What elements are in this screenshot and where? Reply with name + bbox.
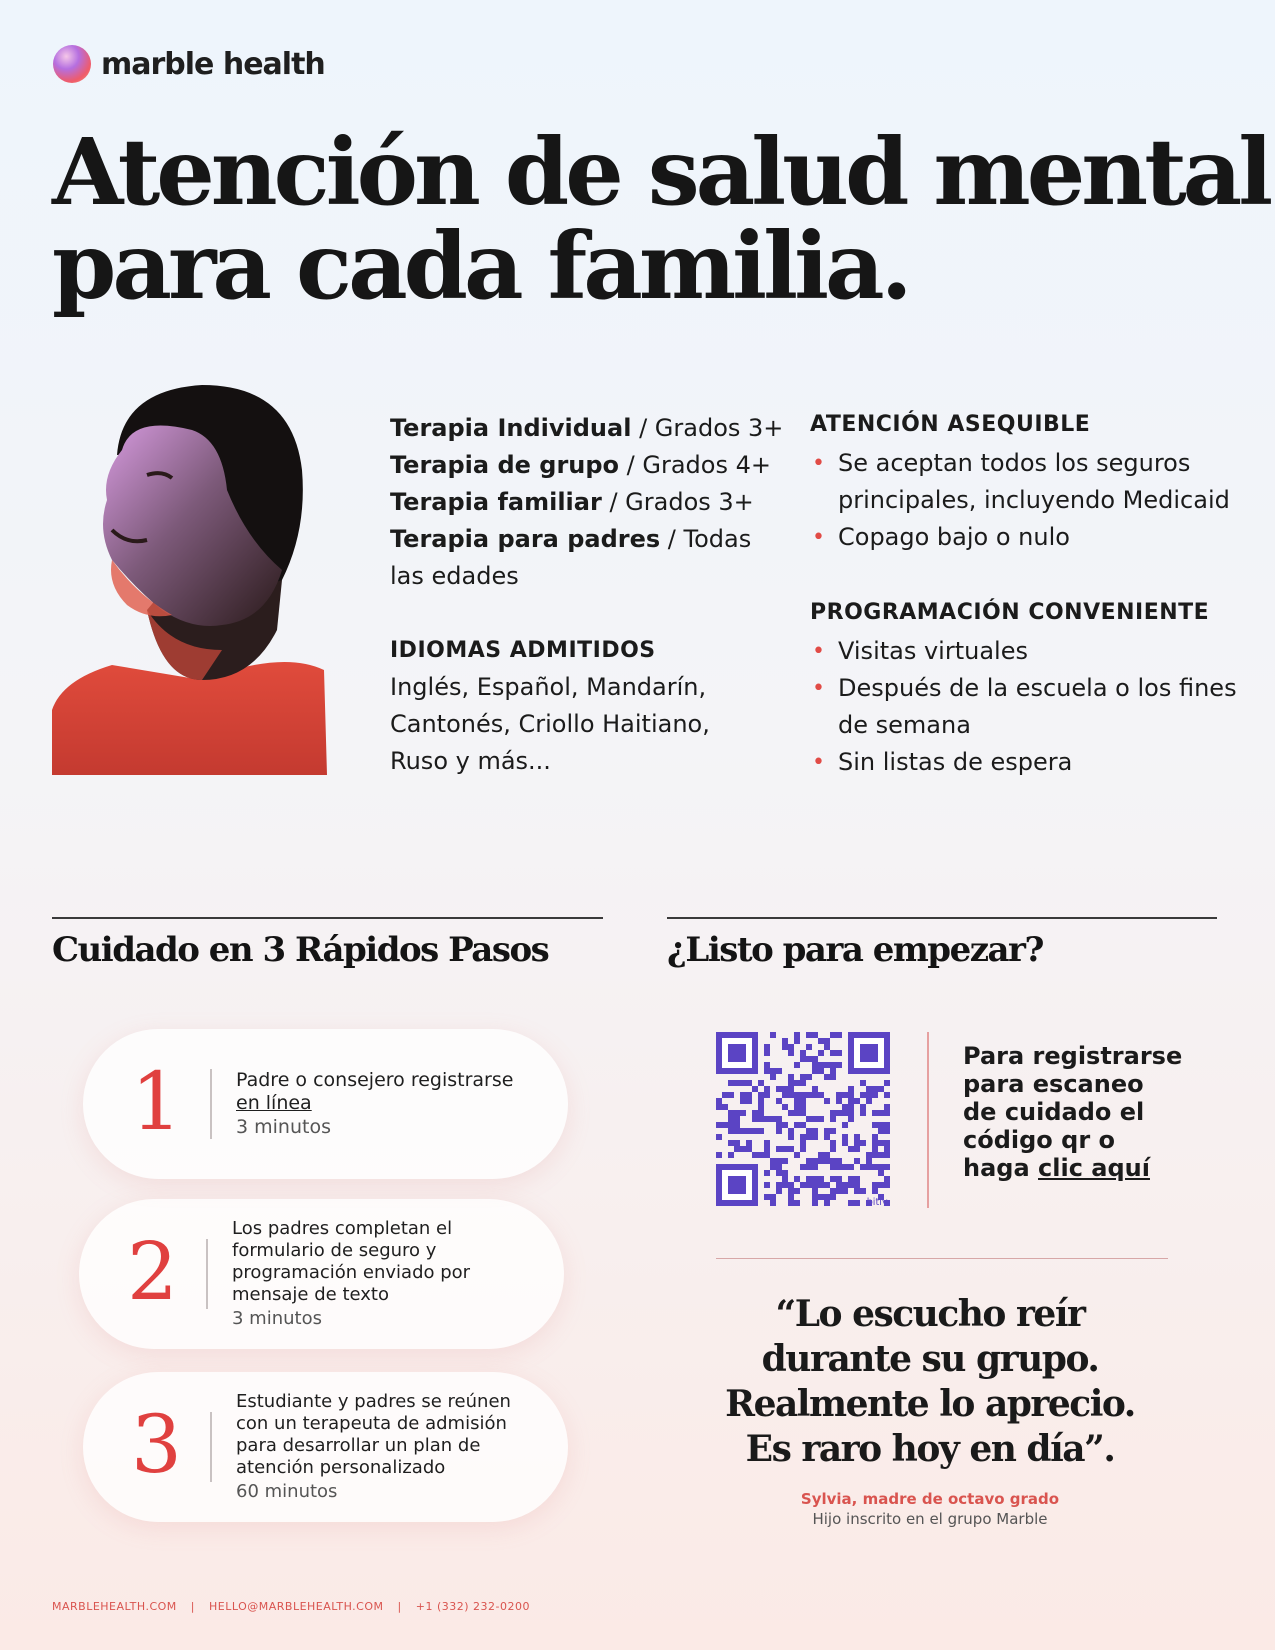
qr-divider: [927, 1032, 929, 1208]
quote-divider: [716, 1258, 1168, 1259]
testimonial-quote: “Lo escucho reír durante su grupo. Realmente lo aprecio. Es raro hoy en día”.: [725, 1293, 1135, 1470]
brand-logo[interactable]: [53, 45, 325, 83]
affordable-heading: ATENCIÓN ASEQUIBLE: [810, 412, 1091, 437]
step-duration: 3 minutos: [236, 1115, 331, 1138]
steps-title: Cuidado en 3 Rápidos Pasos: [52, 930, 549, 970]
scheduling-item: • Después de la escuela o los fines de semana: [810, 670, 1250, 744]
step-number: 1: [131, 1055, 182, 1148]
languages-text: Inglés, Español, Mandarín, Cantonés, Criollo Haitiano, Ruso y más...: [390, 673, 710, 775]
step-card-3: [83, 1372, 568, 1522]
qr-caption: Para registrarse para escaneo de cuidado el código qr o haga clic aquí: [963, 1042, 1183, 1182]
testimonial-author: Sylvia, madre de octavo grado: [800, 1490, 1060, 1508]
step-divider: [210, 1069, 212, 1139]
page-headline: [52, 118, 1270, 320]
service-item: Terapia para padres / Todas las edades: [390, 525, 752, 590]
step-description: Padre o consejero registrarse en línea: [236, 1068, 514, 1114]
ready-title: ¿Listo para empezar?: [667, 930, 1043, 970]
affordable-item: • Copago bajo o nulo: [810, 519, 1250, 556]
step-divider: [210, 1412, 212, 1482]
affordable-item: • Se aceptan todos los seguros principales, incluyendo Medicaid: [810, 445, 1250, 519]
section-divider: [52, 917, 603, 919]
step-duration: 3 minutos: [232, 1307, 322, 1329]
service-item: Terapia familiar / Grados 3+: [390, 488, 754, 516]
footer-separator: |: [190, 1600, 195, 1613]
affordable-section: [810, 412, 1250, 556]
step-number: 2: [127, 1225, 178, 1318]
service-item: Terapia Individual / Grados 3+: [390, 414, 784, 442]
step-card-2: [79, 1199, 564, 1349]
service-item: Terapia de grupo / Grados 4+: [390, 451, 771, 479]
footer-separator: |: [397, 1600, 402, 1613]
step-number: 3: [131, 1398, 182, 1491]
testimonial-meta: Hijo inscrito en el grupo Marble: [812, 1510, 1048, 1528]
scheduling-item: • Visitas virtuales: [810, 633, 1250, 670]
headline-line-2: para cada familia.: [52, 212, 909, 320]
footer-website[interactable]: MARBLEHEALTH.COM: [52, 1600, 177, 1613]
scheduling-heading: PROGRAMACIÓN CONVENIENTE: [810, 600, 1210, 625]
step-duration: 60 minutos: [236, 1480, 338, 1502]
step-divider: [206, 1239, 208, 1309]
marble-logo-icon: [53, 45, 91, 83]
step-description: Los padres completan el formulario de seguro y programación enviado por mensaje de texto: [232, 1217, 471, 1305]
brand-name: marble health: [101, 46, 325, 82]
qr-code[interactable]: [716, 1032, 890, 1206]
section-divider: [667, 917, 1217, 919]
footer-email[interactable]: HELLO@MARBLEHEALTH.COM: [209, 1600, 384, 1613]
bitly-label: bitly: [866, 1196, 888, 1206]
footer-phone[interactable]: +1 (332) 232-0200: [415, 1600, 530, 1613]
footer-contact: [52, 1600, 540, 1613]
portrait-image: [52, 380, 342, 775]
step-description: Estudiante y padres se reúnen con un terapeuta de admisión para desarrollar un plan de atención personalizado: [236, 1390, 511, 1478]
headline-line-1: Atención de salud mental: [52, 118, 1270, 226]
languages-section: [390, 638, 770, 780]
register-online-link[interactable]: en línea: [236, 1091, 312, 1114]
scheduling-item: • Sin listas de espera: [810, 744, 1250, 781]
click-here-link[interactable]: clic aquí: [1038, 1154, 1150, 1182]
scheduling-section: [810, 600, 1250, 781]
languages-heading: IDIOMAS ADMITIDOS: [390, 638, 656, 663]
services-list: [390, 410, 790, 595]
step-card-1: [83, 1029, 568, 1179]
